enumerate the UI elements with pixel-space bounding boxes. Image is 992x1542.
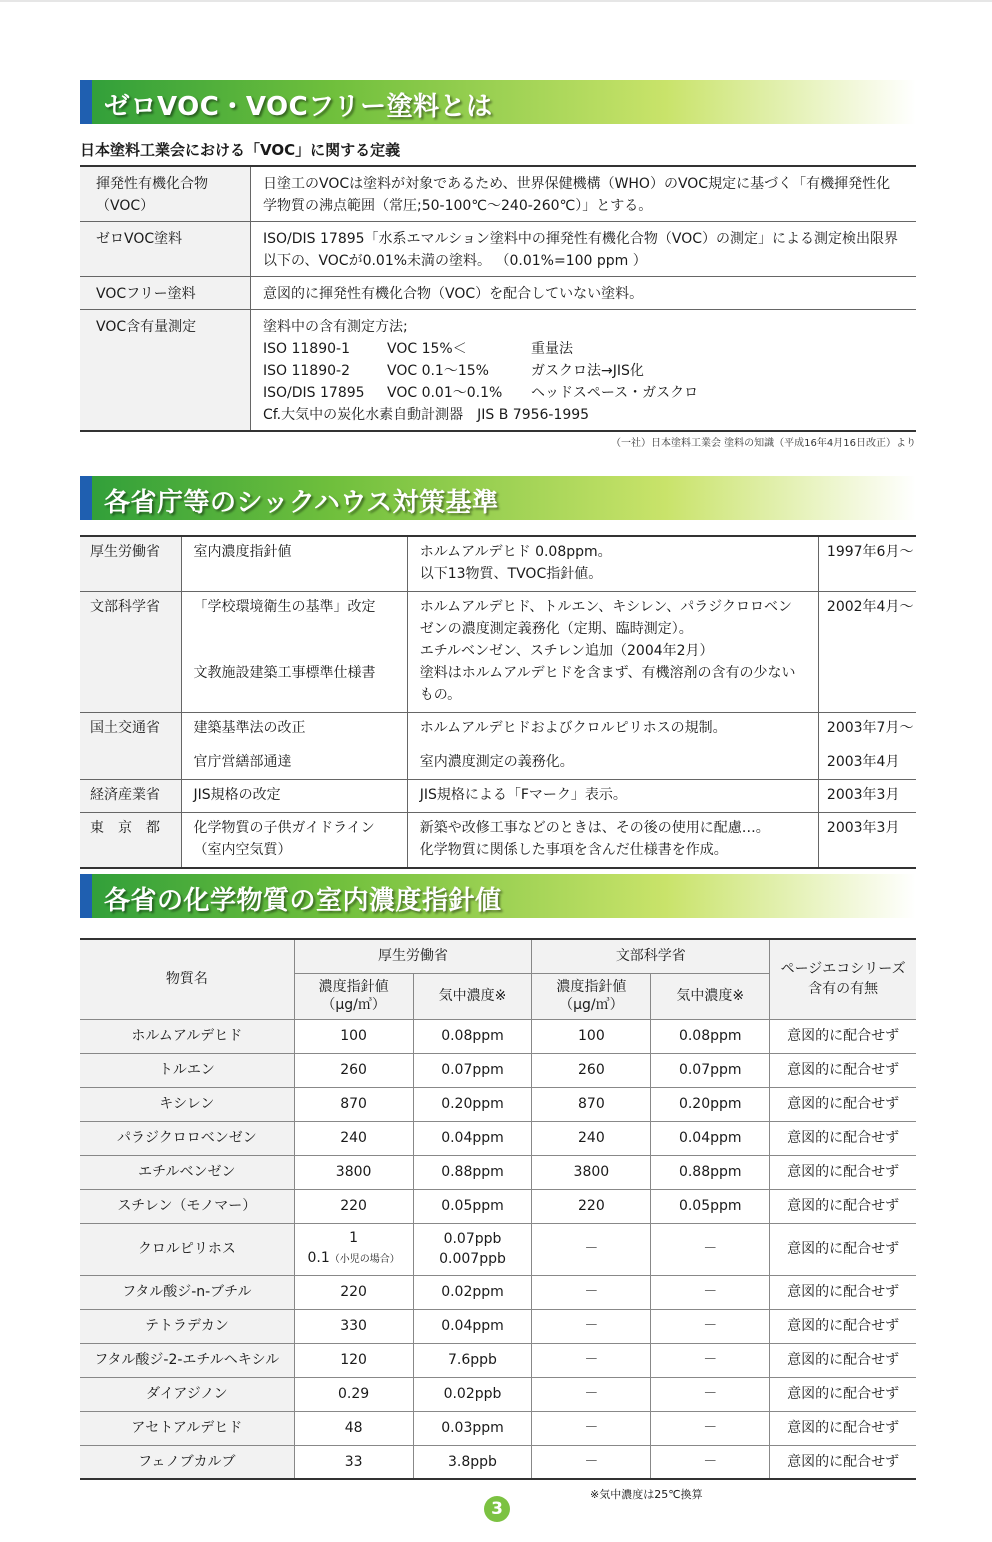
substance-name-cell: クロルピリホス xyxy=(80,1223,294,1275)
definition-cell: 意図的に揮発性有機化合物（VOC）を配合していない塗料。 xyxy=(251,277,917,310)
substance-name-cell: スチレン（モノマー） xyxy=(80,1189,294,1223)
eco-status-cell: 意図的に配合せず xyxy=(770,1121,916,1155)
eco-status-cell: 意図的に配合せず xyxy=(770,1445,916,1479)
mhlw-value-cell: 240 xyxy=(294,1121,413,1155)
substance-name-cell: フタル酸ジ-n-ブチル xyxy=(80,1275,294,1309)
term-cell: ゼロVOC塗料 xyxy=(80,222,251,277)
table-row xyxy=(80,1275,916,1309)
mhlw-header: 厚生労働省 xyxy=(294,939,532,973)
mext-value-cell: － xyxy=(532,1445,651,1479)
table-row xyxy=(80,1343,916,1377)
mext-value-cell: 3800 xyxy=(532,1155,651,1189)
section-title: 各省庁等のシックハウス対策基準 xyxy=(104,488,499,518)
footnote: ※気中濃度は25℃換算 xyxy=(590,1488,703,1501)
measure-text: 官庁営繕部通達 xyxy=(193,754,292,770)
table-row xyxy=(80,813,916,869)
term-cell: VOC含有量測定 xyxy=(80,310,251,432)
substance-name-cell: エチルベンゼン xyxy=(80,1155,294,1189)
mhlw-value-cell: 1 0.1（小児の場合） xyxy=(294,1223,413,1275)
measure-cell: 室内濃度指針値 xyxy=(181,536,407,592)
mhlw-value-cell: 330 xyxy=(294,1309,413,1343)
measure-cell xyxy=(181,592,407,713)
mext-air-cell: 0.20ppm xyxy=(651,1087,770,1121)
agency-cell: 東 京 都 xyxy=(80,813,181,869)
mhlw-air-cell: 0.02ppm xyxy=(413,1275,532,1309)
eco-status-cell: 意図的に配合せず xyxy=(770,1411,916,1445)
definition-cell: 日塗工のVOCは塗料が対象であるため、世界保健機構（WHO）のVOC規定に基づく「有機揮発性化学物質の沸点範囲（常圧;50-100℃～240-260℃）」とする。 xyxy=(263,176,891,214)
method-name: ガスクロ法→JIS化 xyxy=(531,363,644,379)
substance-name-cell: ホルムアルデヒド xyxy=(80,1019,294,1053)
table-row xyxy=(80,1087,916,1121)
mext-air-cell: 0.88ppm xyxy=(651,1155,770,1189)
content-text: 室内濃度測定の義務化。 xyxy=(419,754,574,770)
content-cell: 新築や改修工事などのときは、その後の使用に配慮…。 化学物質に関係した事項を含んだ仕様書を作成。 xyxy=(407,813,818,869)
substance-name-cell: フタル酸ジ-2-エチルヘキシル xyxy=(80,1343,294,1377)
concentration-table xyxy=(80,938,916,1480)
agency-cell: 厚生労働省 xyxy=(80,536,181,592)
content-cell: ホルムアルデヒド 0.08ppm。 以下13物質、TVOC指針値。 xyxy=(407,536,818,592)
method-note: Cf.大気中の炭化水素自動計測器 JIS B 7956-1995 xyxy=(263,407,590,423)
mhlw-air-cell: 0.04ppm xyxy=(413,1121,532,1155)
air-concentration-header: 気中濃度※ xyxy=(413,973,532,1019)
mext-value-cell: － xyxy=(532,1411,651,1445)
eco-status-cell: 意図的に配合せず xyxy=(770,1223,916,1275)
agency-cell: 国土交通省 xyxy=(80,713,181,780)
eco-header: ページエコシリーズ 含有の有無 xyxy=(770,939,916,1019)
table-row xyxy=(80,1223,916,1275)
substance-name-cell: アセトアルデヒド xyxy=(80,1411,294,1445)
mext-value-cell: － xyxy=(532,1223,651,1275)
mhlw-value-cell: 220 xyxy=(294,1189,413,1223)
mhlw-air-cell: 0.08ppm xyxy=(413,1019,532,1053)
measure-cell xyxy=(181,713,407,780)
eco-status-cell: 意図的に配合せず xyxy=(770,1087,916,1121)
table-row xyxy=(80,277,916,310)
substance-name-cell: キシレン xyxy=(80,1087,294,1121)
mhlw-air-cell: 0.88ppm xyxy=(413,1155,532,1189)
mhlw-value-cell: 260 xyxy=(294,1053,413,1087)
table-row xyxy=(80,1189,916,1223)
mhlw-value-cell: 100 xyxy=(294,1019,413,1053)
mhlw-air-cell: 0.04ppm xyxy=(413,1309,532,1343)
table-row xyxy=(80,1053,916,1087)
method-range: VOC 0.1～15% xyxy=(387,363,489,379)
mext-air-cell: 0.05ppm xyxy=(651,1189,770,1223)
method-standard: ISO/DIS 17895 xyxy=(263,385,365,401)
substance-name-cell: フェノブカルブ xyxy=(80,1445,294,1479)
concentration-rows xyxy=(80,1019,916,1479)
mhlw-air-cell: 0.02ppb xyxy=(413,1377,532,1411)
mhlw-value-cell: 48 xyxy=(294,1411,413,1445)
mhlw-value-cell: 120 xyxy=(294,1343,413,1377)
method-intro: 塗料中の含有測定方法; xyxy=(263,319,408,335)
mext-air-cell: － xyxy=(651,1411,770,1445)
mhlw-value-cell: 33 xyxy=(294,1445,413,1479)
voc-definition-heading: 日本塗料工業会における「VOC」に関する定義 xyxy=(80,141,401,159)
mext-air-cell: － xyxy=(651,1275,770,1309)
mext-air-cell: － xyxy=(651,1223,770,1275)
content-cell xyxy=(407,713,818,780)
table-row xyxy=(80,166,916,222)
table-row xyxy=(80,592,916,713)
mhlw-air-cell: 0.07ppm xyxy=(413,1053,532,1087)
mext-value-cell: 870 xyxy=(532,1087,651,1121)
measure-cell: 化学物質の子供ガイドライン （室内空気質） xyxy=(181,813,407,869)
date-cell xyxy=(818,713,916,780)
measure-text: 建築基準法の改正 xyxy=(193,720,306,736)
mext-air-cell: 0.04ppm xyxy=(651,1121,770,1155)
table-row xyxy=(80,222,916,277)
mhlw-value-cell: 0.29 xyxy=(294,1377,413,1411)
mext-air-cell: 0.07ppm xyxy=(651,1053,770,1087)
top-rule xyxy=(0,0,992,2)
mext-header: 文部科学省 xyxy=(532,939,770,973)
table-row xyxy=(80,1019,916,1053)
header-accent-bar xyxy=(80,80,92,124)
date-text: 2003年7月～ xyxy=(826,720,914,736)
date-cell: 2003年3月 xyxy=(818,780,916,813)
eco-status-cell: 意図的に配合せず xyxy=(770,1343,916,1377)
mhlw-air-cell: 0.03ppm xyxy=(413,1411,532,1445)
substance-name-cell: ダイアジノン xyxy=(80,1377,294,1411)
eco-status-cell: 意図的に配合せず xyxy=(770,1053,916,1087)
header-accent-bar xyxy=(80,874,92,918)
mhlw-value-cell: 3800 xyxy=(294,1155,413,1189)
mext-value-cell: 260 xyxy=(532,1053,651,1087)
sick-house-table xyxy=(80,535,916,869)
agency-cell: 文部科学省 xyxy=(80,592,181,713)
content-text: ホルムアルデヒドおよびクロルピリホスの規制。 xyxy=(419,720,727,736)
table-row xyxy=(80,1377,916,1411)
date-text: 2003年4月 xyxy=(826,754,900,770)
voc-definition-table xyxy=(80,165,916,432)
mhlw-air-cell: 3.8ppb xyxy=(413,1445,532,1479)
content-cell: ホルムアルデヒド、トルエン、キシレン、パラジクロロベンゼンの濃度測定義務化（定期、臨時測定）。 エチルベンゼン、スチレン追加（2004年2月） 塗料はホルムアルデヒドを含まず、有機溶剤の含有の少ないもの。 xyxy=(407,592,818,713)
definition-cell xyxy=(251,310,917,432)
method-list xyxy=(263,338,904,404)
mext-value-cell: － xyxy=(532,1275,651,1309)
table-row xyxy=(80,1445,916,1479)
method-standard: ISO 11890-2 xyxy=(263,363,350,379)
method-name: 重量法 xyxy=(531,341,573,357)
mext-value-cell: － xyxy=(532,1377,651,1411)
mext-value-cell: 240 xyxy=(532,1121,651,1155)
guide-value-header: 濃度指針値 （μg/㎥） xyxy=(294,973,413,1019)
mhlw-air-cell: 0.05ppm xyxy=(413,1189,532,1223)
substance-name-cell: テトラデカン xyxy=(80,1309,294,1343)
table-row xyxy=(80,536,916,592)
eco-status-cell: 意図的に配合せず xyxy=(770,1309,916,1343)
eco-status-cell: 意図的に配合せず xyxy=(770,1377,916,1411)
method-name: ヘッドスペース・ガスクロ xyxy=(531,385,699,401)
section-title: 各省の化学物質の室内濃度指針値 xyxy=(104,886,502,916)
method-range: VOC 15%＜ xyxy=(387,341,467,357)
source-citation: （一社）日本塗料工業会 塗料の知識（平成16年4月16日改正）より xyxy=(611,438,916,449)
section-header-concentration xyxy=(80,874,916,918)
date-cell: 1997年6月～ xyxy=(826,544,914,560)
mext-air-cell: 0.08ppm xyxy=(651,1019,770,1053)
section-header-voc xyxy=(80,80,916,124)
measure-cell: JIS規格の改定 xyxy=(181,780,407,813)
table-row xyxy=(80,1309,916,1343)
section-header-sick-house xyxy=(80,476,916,520)
eco-status-cell: 意図的に配合せず xyxy=(770,1019,916,1053)
page-number-badge: 3 xyxy=(484,1496,510,1522)
mext-value-cell: － xyxy=(532,1309,651,1343)
header-accent-bar xyxy=(80,476,92,520)
guide-value-header: 濃度指針値 （μg/㎥） xyxy=(532,973,651,1019)
date-cell: 2002年4月～ xyxy=(818,592,916,713)
air-concentration-header: 気中濃度※ xyxy=(651,973,770,1019)
method-range: VOC 0.01～0.1% xyxy=(387,385,503,401)
substance-name-cell: トルエン xyxy=(80,1053,294,1087)
agency-cell: 経済産業省 xyxy=(80,780,181,813)
mhlw-value-cell: 220 xyxy=(294,1275,413,1309)
content-cell: JIS規格による「Fマーク」表示。 xyxy=(407,780,818,813)
date-cell: 2003年3月 xyxy=(818,813,916,869)
definition-cell: ISO/DIS 17895「水系エマルション塗料中の揮発性有機化合物（VOC）の測定」による測定検出限界以下の、VOCが0.01%未満の塗料。 （0.01%=100 ppm ） xyxy=(251,222,917,277)
mext-value-cell: 100 xyxy=(532,1019,651,1053)
mext-air-cell: － xyxy=(651,1309,770,1343)
eco-status-cell: 意図的に配合せず xyxy=(770,1275,916,1309)
eco-status-cell: 意図的に配合せず xyxy=(770,1155,916,1189)
mext-value-cell: 220 xyxy=(532,1189,651,1223)
measure-text: 文教施設建築工事標準仕様書 xyxy=(193,665,376,681)
table-row xyxy=(80,713,916,780)
section-title: ゼロVOC・VOCフリー塗料とは xyxy=(104,92,493,122)
table-row xyxy=(80,1121,916,1155)
eco-status-cell: 意図的に配合せず xyxy=(770,1189,916,1223)
header-row xyxy=(80,939,916,973)
substance-header: 物質名 xyxy=(80,939,294,1019)
term-cell: VOCフリー塗料 xyxy=(80,277,251,310)
table-row xyxy=(80,780,916,813)
table-row xyxy=(80,1411,916,1445)
mhlw-air-cell: 7.6ppb xyxy=(413,1343,532,1377)
mhlw-air-cell: 0.07ppb 0.007ppb xyxy=(413,1223,532,1275)
mext-value-cell: － xyxy=(532,1343,651,1377)
mhlw-value-cell: 870 xyxy=(294,1087,413,1121)
mhlw-air-cell: 0.20ppm xyxy=(413,1087,532,1121)
method-standard: ISO 11890-1 xyxy=(263,341,350,357)
table-row xyxy=(80,1155,916,1189)
mext-air-cell: － xyxy=(651,1343,770,1377)
measure-text: 「学校環境衛生の基準」改定 xyxy=(193,599,376,615)
mext-air-cell: － xyxy=(651,1377,770,1411)
term-cell: 揮発性有機化合物 （VOC） xyxy=(80,166,251,222)
mext-air-cell: － xyxy=(651,1445,770,1479)
substance-name-cell: パラジクロロベンゼン xyxy=(80,1121,294,1155)
table-row xyxy=(80,310,916,432)
